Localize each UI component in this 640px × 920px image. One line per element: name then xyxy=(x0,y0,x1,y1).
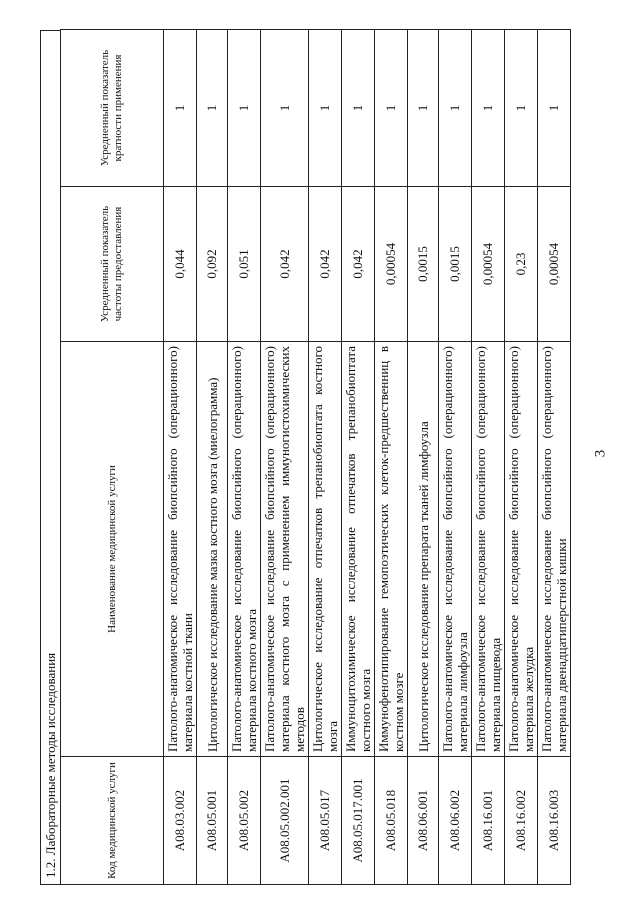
service-name: Патолого-анатомическое исследование биопсийного (операционного) материала желудка xyxy=(505,342,538,757)
table-row xyxy=(261,30,309,885)
table-row xyxy=(342,30,375,885)
service-code: A08.16.003 xyxy=(538,757,571,885)
header-row xyxy=(61,30,164,885)
table-row xyxy=(408,30,439,885)
frequency-value: 0,0015 xyxy=(439,187,472,342)
multiplicity-value: 1 xyxy=(538,30,571,187)
frequency-value: 0,042 xyxy=(342,187,375,342)
service-name: Цитологическое исследование отпечатков трепанобиоптата костного мозга xyxy=(309,342,342,757)
service-code: A08.06.001 xyxy=(408,757,439,885)
service-code: A08.03.002 xyxy=(164,757,197,885)
multiplicity-value: 1 xyxy=(342,30,375,187)
frequency-value: 0,092 xyxy=(197,187,228,342)
header-name: Наименование медицинской услуги xyxy=(61,342,164,757)
service-name: Патолого-анатомическое исследование биопсийного (операционного) материала пищевода xyxy=(472,342,505,757)
service-code: A08.16.002 xyxy=(505,757,538,885)
service-code: A08.05.017 xyxy=(309,757,342,885)
service-code: A08.06.002 xyxy=(439,757,472,885)
multiplicity-value: 1 xyxy=(408,30,439,187)
service-code: A08.05.018 xyxy=(375,757,408,885)
table-row xyxy=(538,30,571,885)
multiplicity-value: 1 xyxy=(261,30,309,187)
service-name: Патолого-анатомическое исследование биопсийного (операционного) материала костного мозга с применением иммуногистохимических методов xyxy=(261,342,309,757)
table-row xyxy=(197,30,228,885)
multiplicity-value: 1 xyxy=(228,30,261,187)
section-title: 1.2. Лабораторные методы исследования xyxy=(40,30,60,885)
service-name: Патолого-анатомическое исследование биопсийного (операционного) материала лимфоузла xyxy=(439,342,472,757)
table-row xyxy=(309,30,342,885)
multiplicity-value: 1 xyxy=(197,30,228,187)
multiplicity-value: 1 xyxy=(439,30,472,187)
multiplicity-value: 1 xyxy=(472,30,505,187)
service-name: Патолого-анатомическое исследование биопсийного (операционного) материала костной ткани xyxy=(164,342,197,757)
service-name: Иммуноцитохимическое исследование отпечатков трепанобиоптата костного мозга xyxy=(342,342,375,757)
service-code: A08.05.002 xyxy=(228,757,261,885)
multiplicity-value: 1 xyxy=(164,30,197,187)
header-multiplicity: Усредненный показатель кратности применения xyxy=(61,30,164,187)
multiplicity-value: 1 xyxy=(309,30,342,187)
service-name: Патолого-анатомическое исследование биопсийного (операционного) материала костного мозга xyxy=(228,342,261,757)
frequency-value: 0,042 xyxy=(309,187,342,342)
frequency-value: 0,0015 xyxy=(408,187,439,342)
service-name: Цитологическое исследование мазка костного мозга (миелограмма) xyxy=(197,342,228,757)
service-code: A08.16.001 xyxy=(472,757,505,885)
frequency-value: 0,042 xyxy=(261,187,309,342)
service-name: Иммунофенотипирование гемопоэтических клеток-предшественниц в костном мозге xyxy=(375,342,408,757)
frequency-value: 0,23 xyxy=(505,187,538,342)
header-frequency: Усредненный показатель частоты предоставления xyxy=(61,187,164,342)
table-row xyxy=(375,30,408,885)
service-code: A08.05.002.001 xyxy=(261,757,309,885)
frequency-value: 0,051 xyxy=(228,187,261,342)
frequency-value: 0,00054 xyxy=(375,187,408,342)
service-code: A08.05.001 xyxy=(197,757,228,885)
rotated-table-container xyxy=(40,30,620,885)
frequency-value: 0,044 xyxy=(164,187,197,342)
frequency-value: 0,00054 xyxy=(538,187,571,342)
header-code: Код медицинской услуги xyxy=(61,757,164,885)
page-number: 3 xyxy=(592,449,609,458)
services-table xyxy=(60,29,571,885)
service-code: A08.05.017.001 xyxy=(342,757,375,885)
multiplicity-value: 1 xyxy=(375,30,408,187)
table-row xyxy=(228,30,261,885)
service-name: Цитологическое исследование препарата тканей лимфоузла xyxy=(408,342,439,757)
table-row xyxy=(164,30,197,885)
table-row xyxy=(439,30,472,885)
multiplicity-value: 1 xyxy=(505,30,538,187)
table-row xyxy=(472,30,505,885)
service-name: Патолого-анатомическое исследование биопсийного (операционного) материала двенадцатиперстной кишки xyxy=(538,342,571,757)
table-row xyxy=(505,30,538,885)
frequency-value: 0,00054 xyxy=(472,187,505,342)
